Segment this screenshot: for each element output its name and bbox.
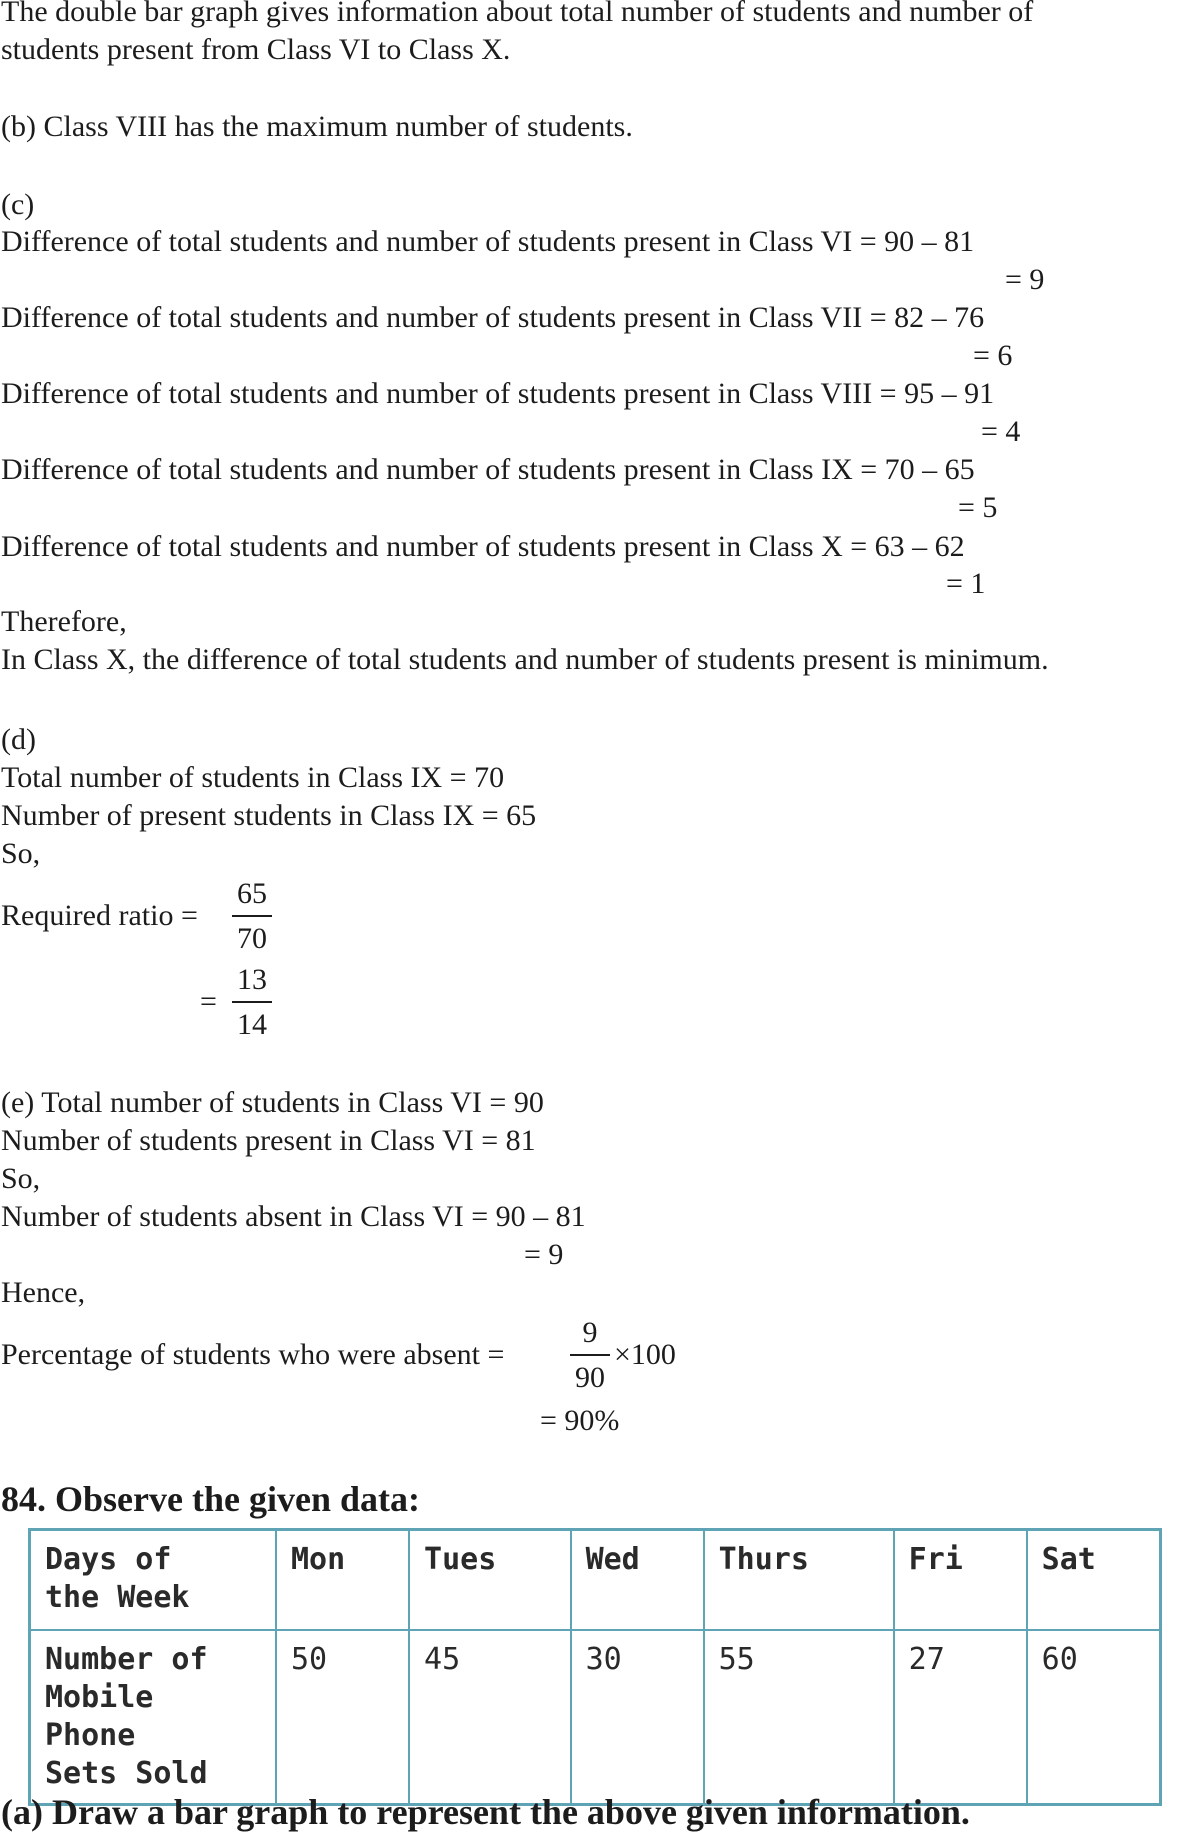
part-e-absent-result: = 9 (524, 1238, 564, 1271)
part-c-result-vii: = 6 (973, 339, 1013, 372)
part-c-conclusion: In Class X, the difference of total students and number of students present is minimum. (1, 643, 1049, 676)
value-cell-mon: 50 (276, 1630, 409, 1805)
mobile-sales-table (28, 1528, 1162, 1806)
part-c-result-vi: = 9 (1005, 263, 1045, 296)
fraction-denominator: 90 (575, 1361, 605, 1394)
percentage-fraction (570, 1315, 610, 1396)
header-label-line-2: the Week (45, 1580, 190, 1615)
fraction-numerator: 13 (237, 963, 267, 996)
question-84-heading: 84. Observe the given data: (1, 1479, 420, 1519)
part-c-row-viii: Difference of total students and number of students present in Class VIII = 95 – 91 (1, 377, 995, 410)
table-header-label (30, 1530, 277, 1631)
part-e-absent: Number of students absent in Class VI = 90 – 81 (1, 1200, 586, 1233)
day-cell-fri: Fri (894, 1530, 1027, 1631)
row-label-line-3: Sets Sold (45, 1756, 208, 1791)
question-84-part-a: (a) Draw a bar graph to represent the above given information. (1, 1792, 970, 1832)
ratio-fraction-2 (232, 962, 272, 1043)
part-e-percentage-label: Percentage of students who were absent = (1, 1338, 505, 1371)
value-cell-thurs: 55 (704, 1630, 894, 1805)
part-d-ratio-label: Required ratio = (1, 899, 198, 932)
part-d-equals: = (200, 985, 217, 1018)
day-cell-tues: Tues (409, 1530, 571, 1631)
part-d-total: Total number of students in Class IX = 70 (1, 761, 505, 794)
part-c-row-vi: Difference of total students and number of students present in Class VI = 90 – 81 (1, 225, 975, 258)
part-c-therefore: Therefore, (1, 605, 127, 638)
table-header-row (30, 1530, 1161, 1631)
fraction-numerator: 9 (582, 1316, 598, 1349)
part-d-so: So, (1, 837, 41, 870)
part-e-percentage-result: = 90% (540, 1404, 620, 1437)
part-d-present: Number of present students in Class IX = 65 (1, 799, 537, 832)
value-cell-tues: 45 (409, 1630, 571, 1805)
day-cell-thurs: Thurs (704, 1530, 894, 1631)
part-e-total: (e) Total number of students in Class VI = 90 (1, 1086, 544, 1119)
value-cell-wed: 30 (571, 1630, 704, 1805)
part-e-hence: Hence, (1, 1276, 86, 1309)
intro-line-1: The double bar graph gives information about total number of students and number of (1, 0, 1034, 28)
row-label-line-2: Mobile Phone (45, 1680, 154, 1753)
value-cell-sat: 60 (1027, 1630, 1161, 1805)
part-e-present: Number of students present in Class VI = 81 (1, 1124, 536, 1157)
part-b-answer: (b) Class VIII has the maximum number of students. (1, 110, 633, 143)
times-hundred: ×100 (614, 1338, 676, 1371)
fraction-bar (570, 1354, 610, 1356)
part-c-row-x: Difference of total students and number of students present in Class X = 63 – 62 (1, 530, 965, 563)
table-row-label (30, 1630, 277, 1805)
part-c-label: (c) (1, 188, 35, 221)
ratio-fraction-1 (232, 876, 272, 957)
part-d-label: (d) (1, 723, 36, 756)
fraction-denominator: 14 (237, 1008, 267, 1041)
value-cell-fri: 27 (894, 1630, 1027, 1805)
part-c-row-ix: Difference of total students and number of students present in Class IX = 70 – 65 (1, 453, 975, 486)
header-label-line-1: Days of (45, 1542, 172, 1577)
part-e-so: So, (1, 1162, 41, 1195)
day-cell-sat: Sat (1027, 1530, 1161, 1631)
fraction-denominator: 70 (237, 922, 267, 955)
day-cell-wed: Wed (571, 1530, 704, 1631)
part-c-result-x: = 1 (946, 567, 986, 600)
row-label-line-1: Number of (45, 1642, 208, 1677)
part-c-result-viii: = 4 (981, 415, 1021, 448)
part-c-result-ix: = 5 (958, 491, 998, 524)
intro-line-2: students present from Class VI to Class X. (1, 33, 511, 66)
part-c-row-vii: Difference of total students and number of students present in Class VII = 82 – 76 (1, 301, 985, 334)
table-value-row (30, 1630, 1161, 1805)
fraction-numerator: 65 (237, 877, 267, 910)
fraction-bar (232, 1001, 272, 1003)
fraction-bar (232, 915, 272, 917)
day-cell-mon: Mon (276, 1530, 409, 1631)
